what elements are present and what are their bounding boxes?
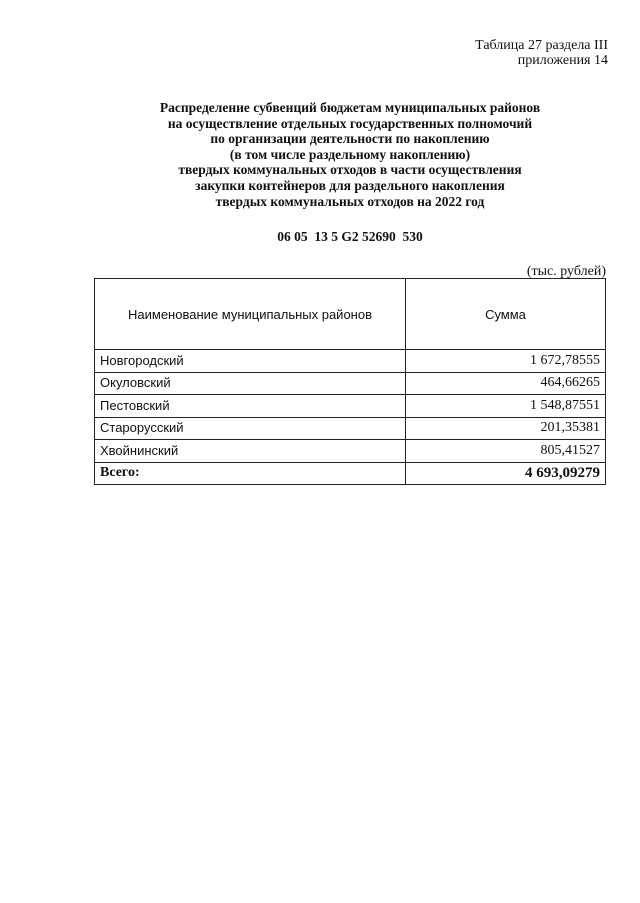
header-sum: Сумма — [406, 279, 606, 350]
units-label: (тыс. рублей) — [526, 264, 606, 279]
title-line-1: Распределение субвенций бюджетам муниципальных районов — [159, 100, 541, 115]
table-row — [95, 350, 606, 373]
row-name: Новгородский — [95, 350, 406, 373]
title-line-4: (в том числе раздельному накоплению) — [229, 146, 471, 162]
row-sum: 1 672,78555 — [406, 350, 606, 373]
row-name: Старорусский — [95, 417, 406, 440]
table-header-row — [95, 279, 606, 350]
title-line-7: твердых коммунальных отходов на 2022 год — [215, 193, 485, 209]
table-row — [95, 417, 606, 440]
title-line-3: по организации деятельности по накоплению — [210, 131, 490, 147]
table-reference-line-2: приложения 14 — [517, 53, 608, 68]
title-line-5: твердых коммунальных отходов в части осуществления — [178, 162, 522, 178]
row-sum: 805,41527 — [406, 440, 606, 463]
row-sum: 201,35381 — [406, 417, 606, 440]
table-row — [95, 372, 606, 395]
row-sum: 1 548,87551 — [406, 395, 606, 418]
row-name: Хвойнинский — [95, 440, 406, 463]
budget-code: 06 05 13 5 G2 52690 530 — [277, 229, 423, 244]
row-name: Пестовский — [95, 395, 406, 418]
header-name: Наименование муниципальных районов — [95, 279, 406, 350]
total-sum: 4 693,09279 — [406, 462, 606, 485]
table-row — [95, 440, 606, 463]
row-name: Окуловский — [95, 372, 406, 395]
distribution-table — [94, 278, 606, 485]
total-label: Всего: — [95, 462, 406, 485]
table-row — [95, 395, 606, 418]
title-line-6: закупки контейнеров для раздельного накопления — [195, 177, 505, 193]
table-reference — [475, 38, 608, 68]
document-title — [100, 100, 600, 209]
title-line-2: на осуществление отдельных государственных полномочий — [167, 115, 533, 131]
row-sum: 464,66265 — [406, 372, 606, 395]
total-row — [95, 462, 606, 485]
table-reference-line-1: Таблица 27 раздела III — [475, 38, 608, 53]
